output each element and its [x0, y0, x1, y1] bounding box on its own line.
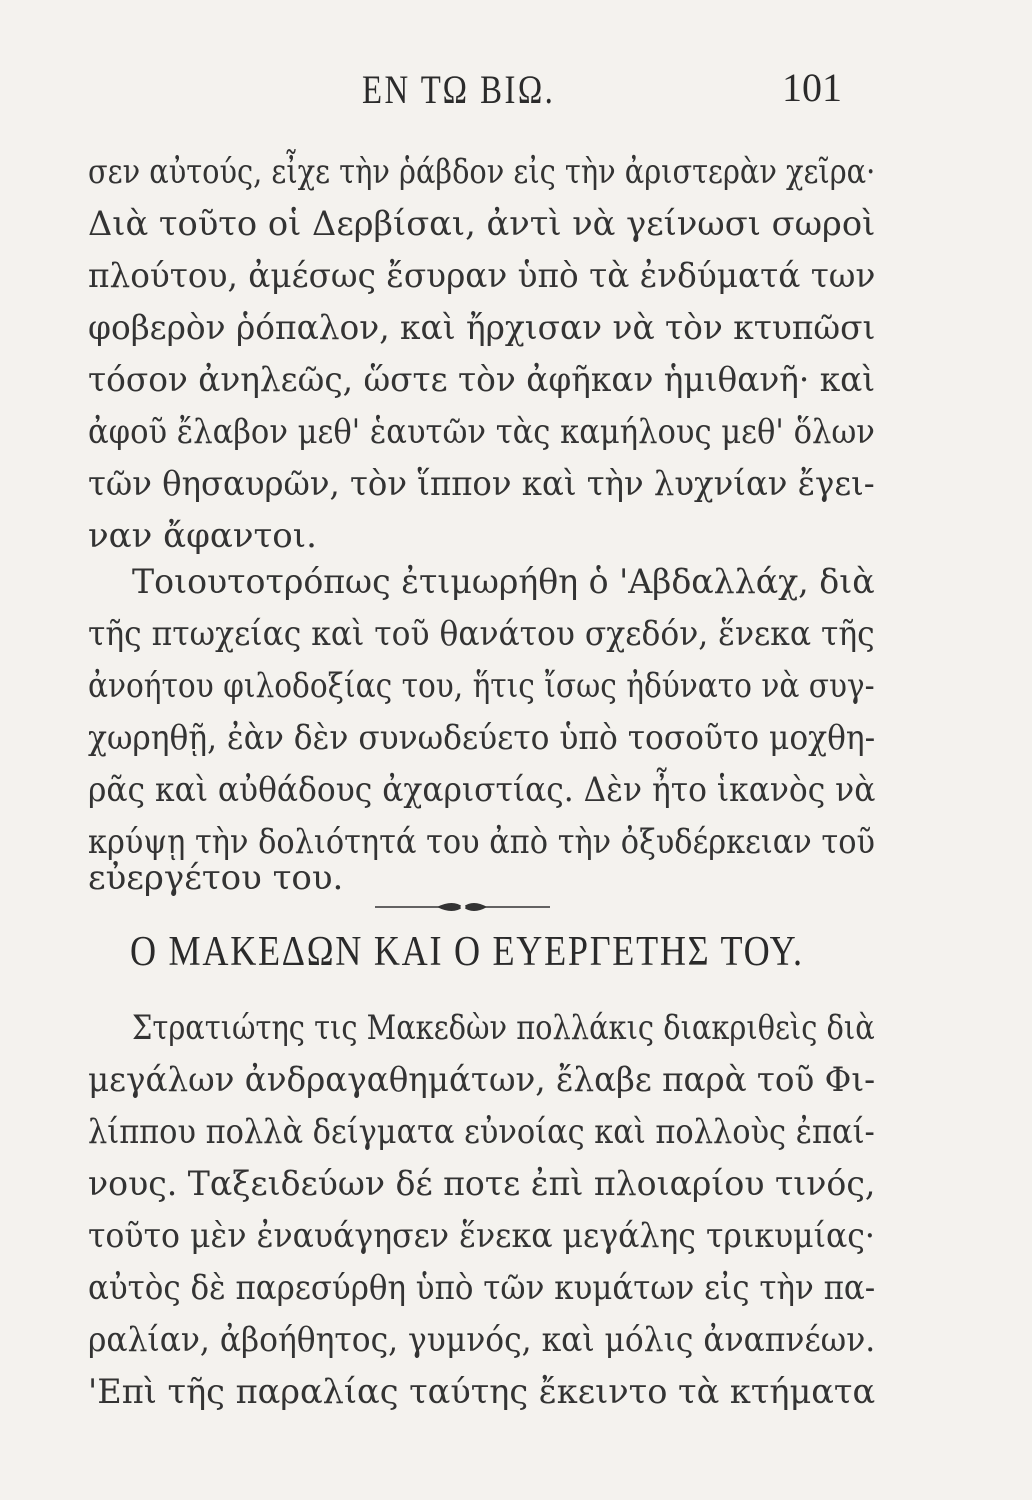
text-line: Διὰ τοῦτο οἱ Δερβίσαι, ἀντὶ νὰ γείνωσι σωροὶ	[88, 204, 876, 244]
text-line: ἀνοήτου φιλοδοξίας του, ἥτις ἴσως ἠδύνατο νὰ συγ-	[88, 666, 875, 706]
text-line: νους. Ταξειδεύων δέ ποτε ἐπὶ πλοιαρίου τινός,	[88, 1164, 876, 1204]
text-line: 'Επὶ τῆς παραλίας ταύτης ἔκειντο τὰ κτήματα	[88, 1372, 876, 1412]
text-line: αὐτὸς δὲ παρεσύρθη ὑπὸ τῶν κυμάτων εἰς τὴν πα-	[88, 1268, 876, 1308]
text-line: φοβερὸν ῥόπαλον, καὶ ἤρχισαν νὰ τὸν κτυπῶσι	[88, 308, 876, 348]
text-line: τοῦτο μὲν ἐναυάγησεν ἕνεκα μεγάλης τρικυμίας·	[88, 1216, 875, 1256]
text-line: ναν ἄφαντοι.	[88, 516, 317, 556]
text-line: λίππου πολλὰ δείγματα εὐνοίας καὶ πολλοὺς ἐπαί-	[88, 1112, 875, 1152]
page-number: 101	[782, 65, 842, 110]
text-line: σεν αὐτούς, εἶχε τὴν ῥάβδον εἰς τὴν ἀριστερὰν χεῖρα·	[88, 152, 876, 192]
text-line: τόσον ἀνηλεῶς, ὥστε τὸν ἀφῆκαν ἡμιθανῆ· καὶ	[88, 360, 876, 400]
text-line: ἀφοῦ ἔλαβον μεθ' ἑαυτῶν τὰς καμήλους μεθ' ὅλων	[88, 412, 875, 452]
text-line: χωρηθῇ, ἐὰν δὲν συνωδεύετο ὑπὸ τοσοῦτο μοχθη-	[88, 718, 876, 758]
text-line: μεγάλων ἀνδραγαθημάτων, ἔλαβε παρὰ τοῦ Φι-	[88, 1060, 876, 1100]
text-line: τῶν θησαυρῶν, τὸν ἵππον καὶ τὴν λυχνίαν ἔγει-	[88, 464, 875, 504]
text-line: κρύψῃ τὴν δολιότητά του ἀπὸ τὴν ὀξυδέρκειαν τοῦ	[88, 822, 875, 862]
text-line: ραλίαν, ἀβοήθητος, γυμνός, καὶ μόλις ἀναπνέων.	[88, 1320, 876, 1360]
text-line: Τοιουτοτρόπως ἐτιμωρήθη ὁ 'Αβδαλλάχ, διὰ	[132, 562, 875, 602]
ornament-divider	[375, 895, 550, 919]
text-line: πλούτου, ἀμέσως ἔσυραν ὑπὸ τὰ ἐνδύματά των	[88, 256, 876, 296]
section-title: Ο ΜΑΚΕΔΩΝ ΚΑΙ Ο ΕΥΕΡΓΕΤΗΣ ΤΟΥ.	[130, 929, 804, 975]
text-line: τῆς πτωχείας καὶ τοῦ θανάτου σχεδόν, ἕνεκα τῆς	[88, 614, 875, 654]
page-header	[0, 60, 1032, 110]
text-line: εὐεργέτου του.	[88, 858, 344, 898]
running-title: ΕΝ ΤΩ ΒΙΩ.	[362, 67, 556, 112]
text-line: Στρατιώτης τις Μακεδὼν πολλάκις διακριθεὶς διὰ	[132, 1008, 875, 1048]
text-line: ρᾶς καὶ αὐθάδους ἀχαριστίας. Δὲν ἦτο ἱκανὸς νὰ	[88, 770, 876, 810]
